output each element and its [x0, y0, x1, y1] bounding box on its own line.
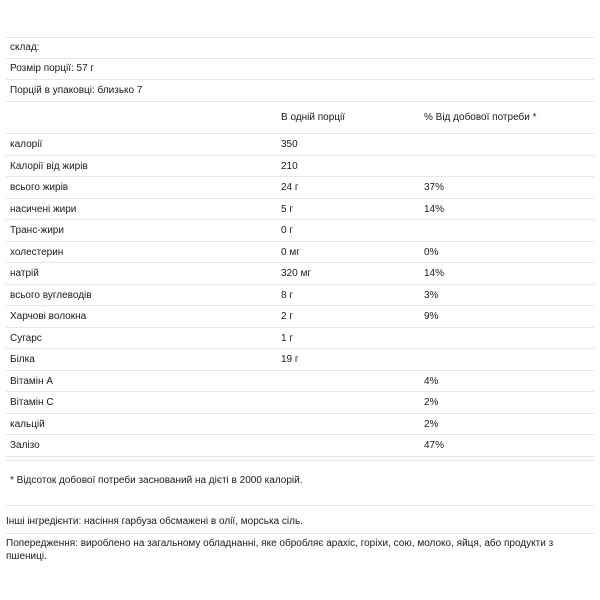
- nutrient-daily-value: 4%: [424, 376, 439, 387]
- row-divider: [6, 284, 594, 285]
- nutrient-name: всього вуглеводів: [10, 290, 92, 301]
- nutrient-name: Вітамін А: [10, 376, 53, 387]
- nutrient-amount: 210: [281, 161, 298, 172]
- nutrient-amount: 2 г: [281, 311, 293, 322]
- serving-size: Розмір порції: 57 г: [10, 63, 95, 74]
- row-divider: [6, 155, 594, 156]
- row-divider: [6, 413, 594, 414]
- row-divider: [6, 456, 594, 457]
- nutrient-name: Вітамін С: [10, 397, 54, 408]
- row-divider: [6, 241, 594, 242]
- row-divider: [6, 305, 594, 306]
- nutrient-amount: 19 г: [281, 354, 299, 365]
- nutrient-amount: 320 мг: [281, 268, 311, 279]
- row-divider: [6, 262, 594, 263]
- nutrient-daily-value: 3%: [424, 290, 439, 301]
- nutrient-name: всього жирів: [10, 182, 69, 193]
- nutrient-name: Харчові волокна: [10, 311, 87, 322]
- divider: [6, 58, 594, 59]
- nutrient-name: Сугарс: [10, 333, 42, 344]
- servings-per-container: Порцій в упаковці: близько 7: [10, 85, 143, 96]
- other-ingredients: Інші інгредієнти: насіння гарбуза обсмажені в олії, морська сіль.: [6, 516, 303, 527]
- row-divider: [6, 348, 594, 349]
- row-divider: [6, 434, 594, 435]
- nutrient-daily-value: 0%: [424, 247, 439, 258]
- composition-label: склад:: [10, 42, 40, 53]
- nutrient-name: Білка: [10, 354, 35, 365]
- divider: [6, 101, 594, 102]
- nutrient-daily-value: 2%: [424, 419, 439, 430]
- divider: [6, 533, 594, 534]
- nutrient-amount: 8 г: [281, 290, 293, 301]
- nutrient-name: холестерин: [10, 247, 64, 258]
- allergen-warning: Попередження: вироблено на загальному обладнанні, яке обробляє арахіс, горіхи, сою, молоко, яйця, або продукти з пшениці.: [6, 538, 554, 562]
- nutrient-name: насичені жири: [10, 204, 77, 215]
- nutrient-amount: 5 г: [281, 204, 293, 215]
- row-divider: [6, 370, 594, 371]
- nutrient-amount: 1 г: [281, 333, 293, 344]
- nutrient-amount: 0 г: [281, 225, 293, 236]
- nutrient-name: Залізо: [10, 440, 40, 451]
- nutrient-amount: 0 мг: [281, 247, 300, 258]
- nutrient-daily-value: 37%: [424, 182, 445, 193]
- nutrient-daily-value: 2%: [424, 397, 439, 408]
- divider: [6, 460, 594, 461]
- nutrient-name: калорії: [10, 139, 43, 150]
- row-divider: [6, 176, 594, 177]
- divider: [6, 505, 594, 506]
- nutrient-daily-value: 14%: [424, 204, 445, 215]
- divider: [6, 37, 594, 38]
- divider: [6, 133, 594, 134]
- nutrient-name: Транс-жири: [10, 225, 64, 236]
- divider: [6, 79, 594, 80]
- column-header-per-serving: В одній порції: [281, 112, 345, 123]
- row-divider: [6, 198, 594, 199]
- nutrient-amount: 350: [281, 139, 298, 150]
- nutrient-daily-value: 47%: [424, 440, 445, 451]
- nutrient-amount: 24 г: [281, 182, 299, 193]
- daily-value-footnote: * Відсоток добової потреби заснований на дієті в 2000 калорій.: [10, 475, 303, 486]
- column-header-daily-value: % Від добової потреби *: [424, 112, 537, 123]
- nutrient-daily-value: 9%: [424, 311, 439, 322]
- row-divider: [6, 327, 594, 328]
- nutrient-name: кальцій: [10, 419, 45, 430]
- nutrient-name: Калорії від жирів: [10, 161, 88, 172]
- nutrient-name: натрій: [10, 268, 39, 279]
- row-divider: [6, 219, 594, 220]
- nutrient-daily-value: 14%: [424, 268, 445, 279]
- row-divider: [6, 391, 594, 392]
